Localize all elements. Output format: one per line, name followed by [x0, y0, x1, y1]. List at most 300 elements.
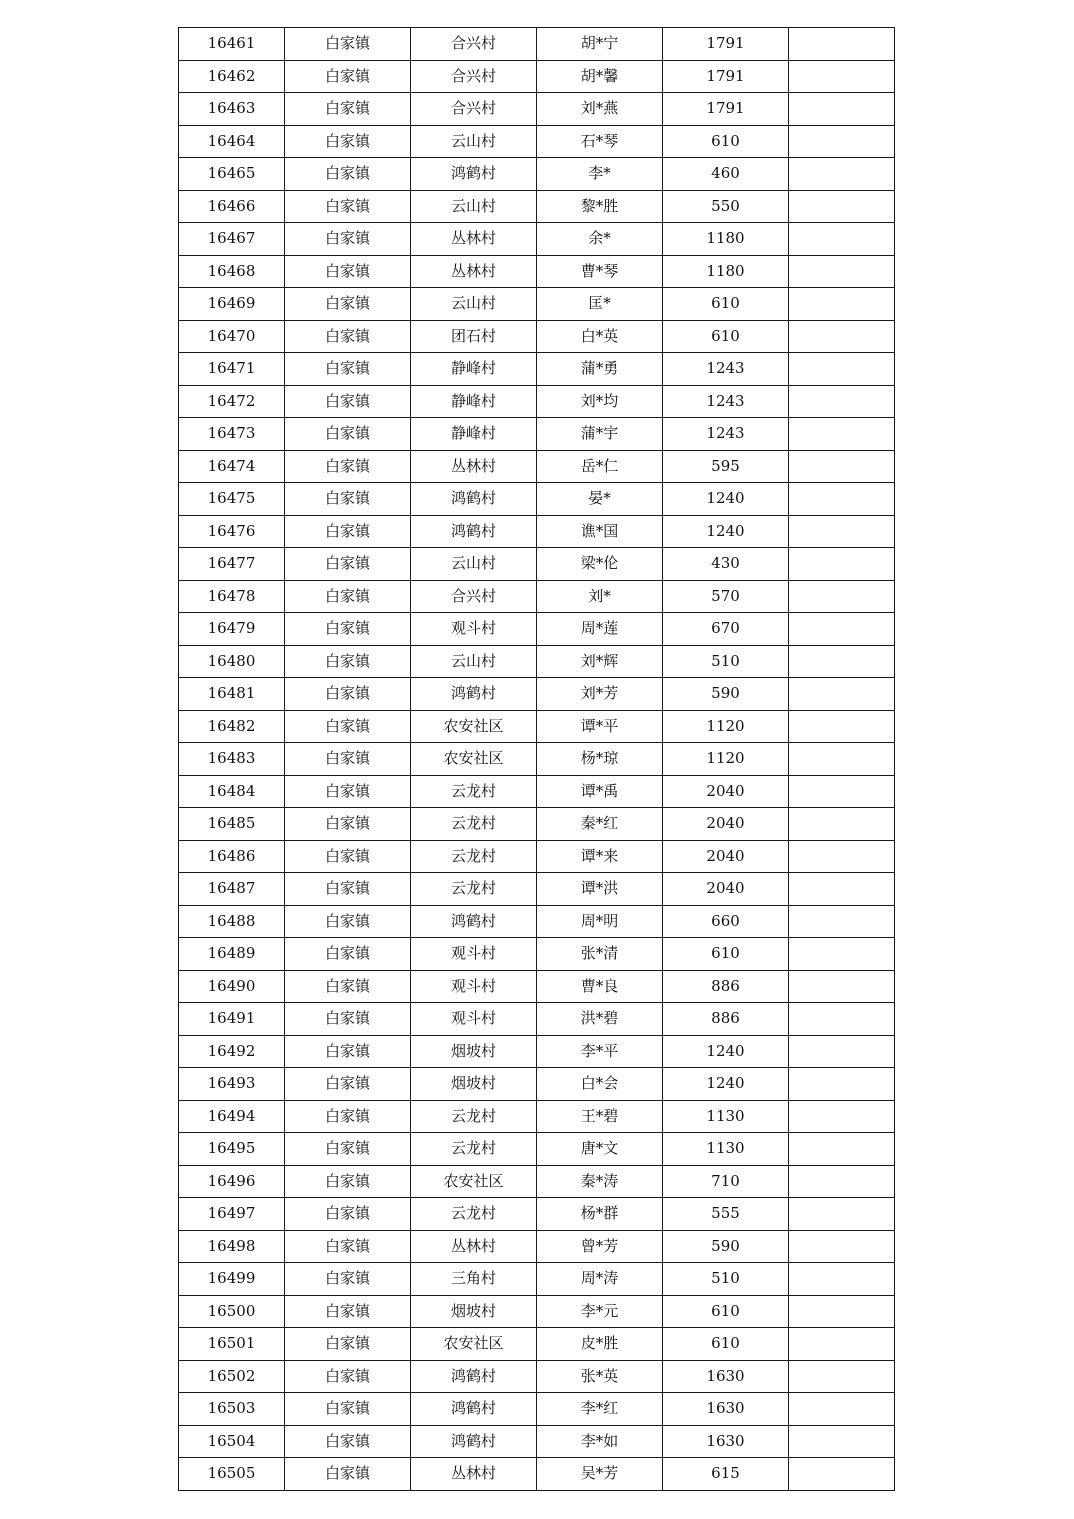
name-cell: 王*碧 [537, 1100, 663, 1133]
table-row [179, 580, 895, 613]
note-cell [789, 1165, 895, 1198]
village-cell: 农安社区 [411, 743, 537, 776]
name-cell: 刘*均 [537, 385, 663, 418]
name-cell: 皮*胜 [537, 1328, 663, 1361]
table-row [179, 645, 895, 678]
town-cell: 白家镇 [285, 710, 411, 743]
table-row [179, 190, 895, 223]
table-row [179, 710, 895, 743]
amount-cell: 710 [663, 1165, 789, 1198]
table-row [179, 125, 895, 158]
village-cell: 云山村 [411, 645, 537, 678]
serial-number-cell: 16469 [179, 288, 285, 321]
amount-cell: 1630 [663, 1425, 789, 1458]
note-cell [789, 1425, 895, 1458]
amount-cell: 555 [663, 1198, 789, 1231]
amount-cell: 1243 [663, 418, 789, 451]
village-cell: 鸿鹤村 [411, 158, 537, 191]
name-cell: 唐*文 [537, 1133, 663, 1166]
serial-number-cell: 16468 [179, 255, 285, 288]
name-cell: 石*琴 [537, 125, 663, 158]
amount-cell: 430 [663, 548, 789, 581]
name-cell: 杨*群 [537, 1198, 663, 1231]
table-row [179, 905, 895, 938]
amount-cell: 595 [663, 450, 789, 483]
serial-number-cell: 16483 [179, 743, 285, 776]
name-cell: 晏* [537, 483, 663, 516]
village-cell: 丛林村 [411, 223, 537, 256]
amount-cell: 1130 [663, 1100, 789, 1133]
table-row [179, 970, 895, 1003]
serial-number-cell: 16497 [179, 1198, 285, 1231]
note-cell [789, 190, 895, 223]
table-row [179, 775, 895, 808]
note-cell [789, 1295, 895, 1328]
name-cell: 周*莲 [537, 613, 663, 646]
name-cell: 李*平 [537, 1035, 663, 1068]
town-cell: 白家镇 [285, 873, 411, 906]
amount-cell: 886 [663, 1003, 789, 1036]
amount-cell: 1120 [663, 743, 789, 776]
note-cell [789, 385, 895, 418]
village-cell: 鸿鹤村 [411, 515, 537, 548]
town-cell: 白家镇 [285, 60, 411, 93]
amount-cell: 1630 [663, 1393, 789, 1426]
table-row [179, 1230, 895, 1263]
table-row [179, 1068, 895, 1101]
amount-cell: 1240 [663, 515, 789, 548]
serial-number-cell: 16489 [179, 938, 285, 971]
note-cell [789, 1133, 895, 1166]
amount-cell: 610 [663, 938, 789, 971]
note-cell [789, 353, 895, 386]
note-cell [789, 1068, 895, 1101]
town-cell: 白家镇 [285, 970, 411, 1003]
name-cell: 谭*来 [537, 840, 663, 873]
name-cell: 岳*仁 [537, 450, 663, 483]
table-row [179, 1328, 895, 1361]
village-cell: 云龙村 [411, 1100, 537, 1133]
amount-cell: 2040 [663, 808, 789, 841]
name-cell: 李* [537, 158, 663, 191]
table-row [179, 450, 895, 483]
serial-number-cell: 16503 [179, 1393, 285, 1426]
amount-cell: 1243 [663, 385, 789, 418]
table-row [179, 1393, 895, 1426]
serial-number-cell: 16495 [179, 1133, 285, 1166]
town-cell: 白家镇 [285, 125, 411, 158]
village-cell: 云龙村 [411, 1133, 537, 1166]
town-cell: 白家镇 [285, 385, 411, 418]
table-row [179, 873, 895, 906]
serial-number-cell: 16494 [179, 1100, 285, 1133]
serial-number-cell: 16470 [179, 320, 285, 353]
table-row [179, 1425, 895, 1458]
village-cell: 烟坡村 [411, 1068, 537, 1101]
town-cell: 白家镇 [285, 1328, 411, 1361]
serial-number-cell: 16498 [179, 1230, 285, 1263]
serial-number-cell: 16490 [179, 970, 285, 1003]
serial-number-cell: 16480 [179, 645, 285, 678]
table-row [179, 515, 895, 548]
town-cell: 白家镇 [285, 743, 411, 776]
amount-cell: 1240 [663, 483, 789, 516]
village-cell: 云龙村 [411, 808, 537, 841]
name-cell: 蒲*宇 [537, 418, 663, 451]
town-cell: 白家镇 [285, 678, 411, 711]
name-cell: 刘*辉 [537, 645, 663, 678]
note-cell [789, 1035, 895, 1068]
table-row [179, 938, 895, 971]
village-cell: 观斗村 [411, 938, 537, 971]
village-cell: 观斗村 [411, 613, 537, 646]
serial-number-cell: 16499 [179, 1263, 285, 1296]
amount-cell: 2040 [663, 775, 789, 808]
name-cell: 梁*伦 [537, 548, 663, 581]
note-cell [789, 613, 895, 646]
name-cell: 李*红 [537, 1393, 663, 1426]
serial-number-cell: 16471 [179, 353, 285, 386]
village-cell: 观斗村 [411, 970, 537, 1003]
village-cell: 三角村 [411, 1263, 537, 1296]
town-cell: 白家镇 [285, 1003, 411, 1036]
note-cell [789, 775, 895, 808]
name-cell: 谭*平 [537, 710, 663, 743]
serial-number-cell: 16472 [179, 385, 285, 418]
town-cell: 白家镇 [285, 28, 411, 61]
name-cell: 谯*国 [537, 515, 663, 548]
town-cell: 白家镇 [285, 1198, 411, 1231]
serial-number-cell: 16466 [179, 190, 285, 223]
amount-cell: 2040 [663, 840, 789, 873]
town-cell: 白家镇 [285, 808, 411, 841]
serial-number-cell: 16496 [179, 1165, 285, 1198]
village-cell: 丛林村 [411, 450, 537, 483]
note-cell [789, 1360, 895, 1393]
serial-number-cell: 16491 [179, 1003, 285, 1036]
village-cell: 静峰村 [411, 385, 537, 418]
serial-number-cell: 16473 [179, 418, 285, 451]
note-cell [789, 125, 895, 158]
table-row [179, 1165, 895, 1198]
town-cell: 白家镇 [285, 93, 411, 126]
town-cell: 白家镇 [285, 320, 411, 353]
note-cell [789, 483, 895, 516]
village-cell: 云山村 [411, 125, 537, 158]
village-cell: 云龙村 [411, 873, 537, 906]
town-cell: 白家镇 [285, 1165, 411, 1198]
village-cell: 云山村 [411, 190, 537, 223]
town-cell: 白家镇 [285, 1458, 411, 1491]
serial-number-cell: 16463 [179, 93, 285, 126]
village-cell: 丛林村 [411, 1230, 537, 1263]
name-cell: 吴*芳 [537, 1458, 663, 1491]
town-cell: 白家镇 [285, 1360, 411, 1393]
roster-table-body [179, 28, 895, 1491]
town-cell: 白家镇 [285, 1230, 411, 1263]
serial-number-cell: 16501 [179, 1328, 285, 1361]
serial-number-cell: 16479 [179, 613, 285, 646]
town-cell: 白家镇 [285, 1393, 411, 1426]
village-cell: 鸿鹤村 [411, 905, 537, 938]
amount-cell: 550 [663, 190, 789, 223]
note-cell [789, 743, 895, 776]
name-cell: 曾*芳 [537, 1230, 663, 1263]
note-cell [789, 840, 895, 873]
serial-number-cell: 16475 [179, 483, 285, 516]
village-cell: 云龙村 [411, 840, 537, 873]
note-cell [789, 60, 895, 93]
name-cell: 张*清 [537, 938, 663, 971]
table-row [179, 1263, 895, 1296]
town-cell: 白家镇 [285, 645, 411, 678]
amount-cell: 1180 [663, 223, 789, 256]
village-cell: 鸿鹤村 [411, 678, 537, 711]
name-cell: 刘* [537, 580, 663, 613]
name-cell: 谭*禹 [537, 775, 663, 808]
town-cell: 白家镇 [285, 450, 411, 483]
village-cell: 观斗村 [411, 1003, 537, 1036]
town-cell: 白家镇 [285, 223, 411, 256]
town-cell: 白家镇 [285, 613, 411, 646]
note-cell [789, 580, 895, 613]
note-cell [789, 1393, 895, 1426]
serial-number-cell: 16476 [179, 515, 285, 548]
serial-number-cell: 16478 [179, 580, 285, 613]
town-cell: 白家镇 [285, 190, 411, 223]
note-cell [789, 808, 895, 841]
name-cell: 刘*燕 [537, 93, 663, 126]
amount-cell: 886 [663, 970, 789, 1003]
town-cell: 白家镇 [285, 353, 411, 386]
town-cell: 白家镇 [285, 255, 411, 288]
note-cell [789, 645, 895, 678]
note-cell [789, 905, 895, 938]
table-row [179, 1360, 895, 1393]
note-cell [789, 938, 895, 971]
note-cell [789, 320, 895, 353]
serial-number-cell: 16464 [179, 125, 285, 158]
village-cell: 云龙村 [411, 775, 537, 808]
amount-cell: 610 [663, 288, 789, 321]
village-cell: 丛林村 [411, 255, 537, 288]
table-row [179, 548, 895, 581]
town-cell: 白家镇 [285, 1425, 411, 1458]
serial-number-cell: 16484 [179, 775, 285, 808]
table-row [179, 808, 895, 841]
amount-cell: 610 [663, 1328, 789, 1361]
table-row [179, 28, 895, 61]
town-cell: 白家镇 [285, 580, 411, 613]
table-row [179, 158, 895, 191]
table-row [179, 255, 895, 288]
amount-cell: 590 [663, 1230, 789, 1263]
amount-cell: 1243 [663, 353, 789, 386]
name-cell: 黎*胜 [537, 190, 663, 223]
village-cell: 合兴村 [411, 93, 537, 126]
serial-number-cell: 16504 [179, 1425, 285, 1458]
village-cell: 静峰村 [411, 353, 537, 386]
table-row [179, 743, 895, 776]
village-cell: 鸿鹤村 [411, 1360, 537, 1393]
serial-number-cell: 16474 [179, 450, 285, 483]
serial-number-cell: 16482 [179, 710, 285, 743]
serial-number-cell: 16461 [179, 28, 285, 61]
name-cell: 余* [537, 223, 663, 256]
note-cell [789, 548, 895, 581]
note-cell [789, 873, 895, 906]
town-cell: 白家镇 [285, 158, 411, 191]
serial-number-cell: 16487 [179, 873, 285, 906]
town-cell: 白家镇 [285, 483, 411, 516]
table-row [179, 93, 895, 126]
amount-cell: 1791 [663, 28, 789, 61]
table-row [179, 1003, 895, 1036]
amount-cell: 1630 [663, 1360, 789, 1393]
town-cell: 白家镇 [285, 548, 411, 581]
note-cell [789, 1003, 895, 1036]
serial-number-cell: 16462 [179, 60, 285, 93]
note-cell [789, 418, 895, 451]
note-cell [789, 970, 895, 1003]
village-cell: 丛林村 [411, 1458, 537, 1491]
town-cell: 白家镇 [285, 288, 411, 321]
table-row [179, 353, 895, 386]
serial-number-cell: 16481 [179, 678, 285, 711]
table-row [179, 1198, 895, 1231]
village-cell: 合兴村 [411, 580, 537, 613]
amount-cell: 660 [663, 905, 789, 938]
table-row [179, 418, 895, 451]
village-cell: 云山村 [411, 288, 537, 321]
name-cell: 周*明 [537, 905, 663, 938]
name-cell: 张*英 [537, 1360, 663, 1393]
name-cell: 曹*良 [537, 970, 663, 1003]
note-cell [789, 1230, 895, 1263]
amount-cell: 1791 [663, 60, 789, 93]
table-row [179, 1295, 895, 1328]
village-cell: 团石村 [411, 320, 537, 353]
note-cell [789, 515, 895, 548]
amount-cell: 2040 [663, 873, 789, 906]
note-cell [789, 28, 895, 61]
note-cell [789, 1100, 895, 1133]
serial-number-cell: 16493 [179, 1068, 285, 1101]
serial-number-cell: 16505 [179, 1458, 285, 1491]
village-cell: 农安社区 [411, 1165, 537, 1198]
town-cell: 白家镇 [285, 1263, 411, 1296]
name-cell: 李*如 [537, 1425, 663, 1458]
name-cell: 白*英 [537, 320, 663, 353]
name-cell: 秦*红 [537, 808, 663, 841]
name-cell: 谭*洪 [537, 873, 663, 906]
serial-number-cell: 16488 [179, 905, 285, 938]
village-cell: 鸿鹤村 [411, 1393, 537, 1426]
name-cell: 李*元 [537, 1295, 663, 1328]
table-row [179, 1458, 895, 1491]
note-cell [789, 678, 895, 711]
note-cell [789, 450, 895, 483]
table-row [179, 483, 895, 516]
name-cell: 胡*馨 [537, 60, 663, 93]
village-cell: 烟坡村 [411, 1295, 537, 1328]
village-cell: 合兴村 [411, 28, 537, 61]
town-cell: 白家镇 [285, 840, 411, 873]
name-cell: 杨*琼 [537, 743, 663, 776]
town-cell: 白家镇 [285, 938, 411, 971]
table-row [179, 1035, 895, 1068]
amount-cell: 1130 [663, 1133, 789, 1166]
table-row [179, 613, 895, 646]
serial-number-cell: 16465 [179, 158, 285, 191]
amount-cell: 1240 [663, 1068, 789, 1101]
amount-cell: 570 [663, 580, 789, 613]
name-cell: 周*涛 [537, 1263, 663, 1296]
table-row [179, 60, 895, 93]
village-cell: 静峰村 [411, 418, 537, 451]
serial-number-cell: 16492 [179, 1035, 285, 1068]
name-cell: 曹*琴 [537, 255, 663, 288]
village-cell: 农安社区 [411, 710, 537, 743]
note-cell [789, 158, 895, 191]
serial-number-cell: 16477 [179, 548, 285, 581]
serial-number-cell: 16485 [179, 808, 285, 841]
note-cell [789, 223, 895, 256]
amount-cell: 460 [663, 158, 789, 191]
town-cell: 白家镇 [285, 1100, 411, 1133]
amount-cell: 610 [663, 1295, 789, 1328]
note-cell [789, 710, 895, 743]
table-row [179, 320, 895, 353]
town-cell: 白家镇 [285, 515, 411, 548]
table-row [179, 1100, 895, 1133]
village-cell: 云山村 [411, 548, 537, 581]
town-cell: 白家镇 [285, 1133, 411, 1166]
serial-number-cell: 16467 [179, 223, 285, 256]
town-cell: 白家镇 [285, 775, 411, 808]
amount-cell: 1240 [663, 1035, 789, 1068]
note-cell [789, 93, 895, 126]
note-cell [789, 1328, 895, 1361]
serial-number-cell: 16486 [179, 840, 285, 873]
amount-cell: 590 [663, 678, 789, 711]
name-cell: 匡* [537, 288, 663, 321]
name-cell: 胡*宁 [537, 28, 663, 61]
serial-number-cell: 16500 [179, 1295, 285, 1328]
table-row [179, 288, 895, 321]
amount-cell: 610 [663, 320, 789, 353]
name-cell: 白*会 [537, 1068, 663, 1101]
amount-cell: 670 [663, 613, 789, 646]
table-row [179, 1133, 895, 1166]
village-cell: 合兴村 [411, 60, 537, 93]
name-cell: 刘*芳 [537, 678, 663, 711]
note-cell [789, 288, 895, 321]
note-cell [789, 1198, 895, 1231]
town-cell: 白家镇 [285, 1035, 411, 1068]
amount-cell: 510 [663, 1263, 789, 1296]
village-cell: 鸿鹤村 [411, 1425, 537, 1458]
amount-cell: 1180 [663, 255, 789, 288]
amount-cell: 615 [663, 1458, 789, 1491]
note-cell [789, 1263, 895, 1296]
amount-cell: 1791 [663, 93, 789, 126]
name-cell: 洪*碧 [537, 1003, 663, 1036]
town-cell: 白家镇 [285, 1068, 411, 1101]
town-cell: 白家镇 [285, 418, 411, 451]
name-cell: 蒲*勇 [537, 353, 663, 386]
town-cell: 白家镇 [285, 905, 411, 938]
